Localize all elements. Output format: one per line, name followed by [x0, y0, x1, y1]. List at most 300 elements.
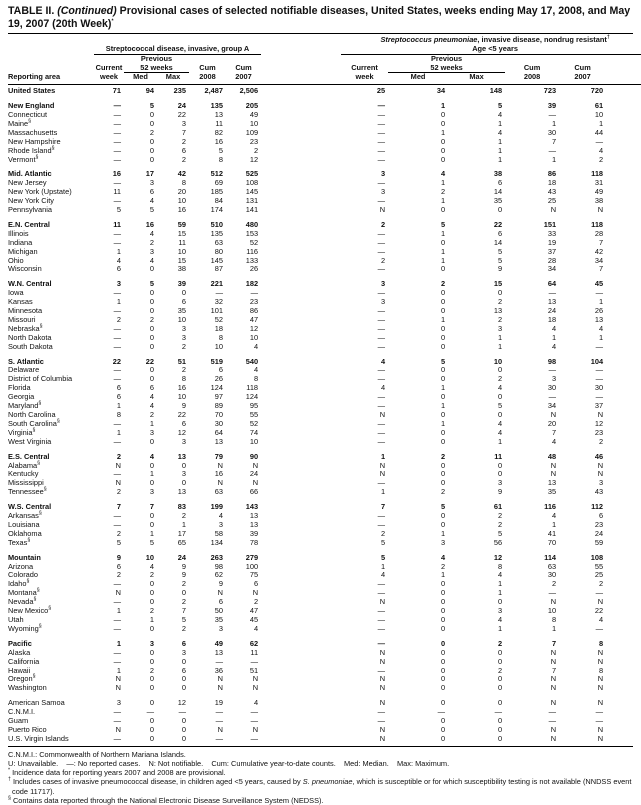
table-row [8, 667, 641, 676]
value-cell: 6 [181, 638, 186, 648]
value-cell: 24 [177, 552, 186, 562]
value-cell: 1 [497, 588, 503, 598]
value-cell: 61 [594, 101, 604, 111]
value-cell: 2 [181, 136, 186, 146]
right-filler [606, 325, 641, 334]
area-footnote-marker: § [39, 323, 43, 330]
med-header: Med [388, 73, 448, 85]
value-cell: 37 [547, 246, 557, 256]
value-cell: 3 [551, 374, 557, 384]
reporting-area-cell: North Carolina [8, 410, 56, 419]
value-cell: 87 [214, 264, 223, 274]
value-cell: 28 [594, 228, 604, 238]
footnote-italic-term: S. pneumoniae [302, 777, 353, 787]
value-cell: 89 [214, 401, 223, 411]
value-cell: 525 [245, 169, 259, 179]
value-cell: 2 [440, 561, 446, 571]
value-cell: 1 [497, 332, 503, 342]
value-cell: 62 [214, 570, 223, 580]
value-cell: 25 [376, 86, 386, 96]
value-cell: 7 [181, 606, 186, 616]
reporting-area-cell: Wisconsin [8, 264, 42, 274]
value-cell: 0 [440, 579, 446, 589]
table-row [8, 634, 641, 649]
value-cell: — [113, 154, 121, 164]
value-cell: 98 [547, 356, 557, 366]
right-filler [606, 274, 641, 289]
value-cell: 30 [214, 418, 223, 428]
right-filler [606, 164, 641, 179]
right-filler [606, 375, 641, 384]
right-filler [606, 521, 641, 530]
value-cell: 48 [547, 451, 557, 461]
value-cell: 0 [440, 109, 446, 119]
reporting-area-cell: Indiana [8, 237, 33, 247]
reporting-area-cell: Pennsylvania [8, 205, 52, 215]
table-row [8, 726, 641, 735]
reporting-area-cell: Nevada§ [8, 596, 37, 607]
value-cell: — [377, 136, 386, 146]
value-cell: 1 [149, 528, 154, 538]
value-cell: 0 [497, 724, 503, 734]
table-title [8, 5, 633, 30]
table-row [8, 334, 641, 343]
group2-subtitle: Age <5 years [472, 43, 519, 53]
table-row [8, 188, 641, 197]
area-footnote-marker: § [38, 510, 42, 517]
value-cell: 3 [380, 187, 386, 197]
value-cell: 5 [149, 537, 154, 547]
table-row [8, 393, 641, 402]
value-cell: 2 [598, 579, 604, 589]
group-gap [261, 54, 341, 73]
value-cell: 480 [245, 219, 259, 229]
value-cell: 723 [543, 86, 557, 96]
value-cell: 519 [210, 356, 223, 366]
value-cell: N [597, 410, 604, 419]
value-cell: 2,487 [204, 86, 223, 96]
value-cell: 2 [380, 255, 386, 265]
right-filler [606, 512, 641, 521]
value-cell: 7 [551, 638, 557, 648]
cum-2008-header: Cum [199, 63, 216, 73]
value-cell: 14 [493, 187, 503, 197]
value-cell: 13 [493, 306, 503, 316]
table-row [8, 675, 641, 684]
value-cell: 26 [249, 264, 259, 274]
column-gap [261, 634, 341, 649]
value-cell: 3 [181, 436, 186, 446]
value-cell: N [115, 460, 121, 470]
value-cell: 135 [210, 101, 223, 111]
reporting-area-cell: Oklahoma [8, 528, 42, 538]
column-gap [261, 512, 341, 521]
value-cell: 3 [149, 427, 154, 437]
value-cell: 3 [380, 169, 386, 179]
value-cell: 0 [440, 374, 446, 384]
value-cell: 45 [594, 279, 604, 289]
value-cell: 7 [181, 127, 186, 137]
value-cell: 9 [181, 561, 186, 571]
table-row [8, 479, 641, 488]
right-filler [606, 735, 641, 744]
value-cell: 131 [245, 196, 259, 206]
value-cell: 74 [249, 427, 259, 437]
reporting-area-cell: American Samoa [8, 698, 65, 708]
value-cell: 0 [440, 614, 446, 624]
value-cell: 1 [380, 561, 386, 571]
table-row [8, 521, 641, 530]
value-cell: 1 [440, 178, 446, 188]
value-cell: 104 [590, 356, 604, 366]
reporting-area-cell: Michigan [8, 246, 38, 256]
previous-label-line2: 52 weeks [140, 62, 173, 72]
column-gap [261, 693, 341, 708]
table-row [8, 717, 641, 726]
value-cell: 2 [181, 623, 186, 633]
value-cell: 9 [218, 579, 223, 589]
value-cell: — [377, 478, 386, 488]
value-cell: 1 [598, 332, 604, 342]
value-cell: 20 [547, 418, 557, 428]
value-cell: 35 [547, 487, 557, 497]
value-cell: 9 [497, 264, 503, 274]
right-filler [606, 684, 641, 693]
value-cell: — [377, 332, 386, 342]
column-gap [261, 462, 341, 471]
right-filler [606, 479, 641, 488]
right-filler [606, 488, 641, 497]
value-cell: — [377, 614, 386, 624]
reporting-area-cell: West Virginia [8, 436, 52, 446]
area-col-spacer [8, 54, 94, 73]
value-cell: — [377, 109, 386, 119]
value-cell: N [379, 733, 386, 743]
value-cell: 0 [149, 733, 154, 743]
value-cell: 1 [440, 246, 446, 256]
value-cell: 0 [181, 656, 186, 666]
value-cell: 4 [253, 623, 259, 633]
disease-table [8, 36, 641, 744]
value-cell: N [550, 683, 557, 693]
reporting-area-cell: Nebraska§ [8, 323, 43, 333]
right-filler [606, 447, 641, 462]
value-cell: 55 [594, 561, 604, 571]
value-cell: 0 [440, 716, 446, 726]
group1-header [94, 36, 261, 54]
column-gap [261, 726, 341, 735]
value-cell: 141 [245, 205, 259, 215]
reporting-area-cell: New England [8, 101, 55, 111]
value-cell: 18 [547, 314, 557, 324]
value-cell: 0 [440, 392, 446, 402]
value-cell: 0 [497, 469, 503, 479]
right-filler [606, 726, 641, 735]
value-cell: 145 [210, 255, 223, 265]
value-cell: 0 [497, 597, 503, 607]
value-cell: 8 [551, 614, 557, 624]
footnote-symbol: * [8, 767, 11, 774]
table-row [8, 375, 641, 384]
value-cell: 4 [598, 323, 604, 333]
value-cell: — [595, 716, 604, 726]
value-cell: 6 [116, 392, 121, 402]
value-cell: 133 [245, 255, 259, 265]
value-cell: 510 [210, 219, 223, 229]
value-cell: 0 [149, 264, 154, 274]
table-row [8, 693, 641, 708]
value-cell: 3 [149, 246, 154, 256]
value-cell: 70 [214, 410, 223, 419]
value-cell: 79 [214, 451, 223, 461]
value-cell: 0 [181, 733, 186, 743]
group2-title-italic: Streptococcus pneumoniae [380, 35, 478, 45]
column-gap [261, 352, 341, 367]
value-cell: 10 [249, 436, 259, 446]
right-filler [606, 120, 641, 129]
value-cell: 263 [210, 552, 223, 562]
value-cell: 0 [440, 597, 446, 607]
value-cell: 1 [380, 451, 386, 461]
reporting-area-cell: Arkansas§ [8, 510, 42, 521]
column-gap [261, 111, 341, 120]
value-cell: 0 [181, 724, 186, 734]
value-cell: 0 [497, 205, 503, 215]
reporting-area-cell: New Jersey [8, 178, 47, 188]
value-cell: N [115, 683, 121, 693]
column-gap [261, 289, 341, 298]
current-week-header: week [341, 73, 388, 85]
column-gap [261, 521, 341, 530]
value-cell: — [113, 716, 121, 726]
value-cell: 4 [218, 511, 223, 521]
value-cell: — [548, 588, 557, 598]
value-cell: 2 [440, 487, 446, 497]
column-gap [261, 325, 341, 334]
value-cell: 1 [551, 332, 557, 342]
value-cell: 25 [547, 196, 557, 206]
value-cell: N [379, 683, 386, 693]
value-cell: 90 [249, 451, 259, 461]
column-gap [261, 447, 341, 462]
value-cell: 6 [149, 383, 154, 393]
area-footnote-marker: § [38, 623, 42, 630]
value-cell: 12 [249, 323, 259, 333]
value-cell: 2 [497, 519, 503, 529]
value-cell: 47 [249, 606, 259, 616]
value-cell: — [113, 623, 121, 633]
value-cell: 98 [214, 561, 223, 571]
reporting-area-cell: Colorado [8, 570, 38, 580]
right-filler [606, 667, 641, 676]
value-cell: 10 [177, 392, 186, 402]
value-cell: 5 [380, 552, 386, 562]
table-row [8, 649, 641, 658]
value-cell: 7 [149, 502, 154, 512]
value-cell: N [597, 698, 604, 708]
column-gap [261, 598, 341, 607]
value-cell: — [113, 365, 121, 375]
table-row [8, 488, 641, 497]
value-cell: 153 [245, 228, 259, 238]
value-cell: N [550, 205, 557, 215]
value-cell: 0 [149, 519, 154, 529]
value-cell: 13 [214, 109, 223, 119]
value-cell: 7 [551, 427, 557, 437]
value-cell: — [377, 427, 386, 437]
reporting-area-cell: Rhode Island§ [8, 145, 55, 155]
value-cell: N [379, 724, 386, 734]
value-cell: 3 [497, 606, 503, 616]
value-cell: 5 [497, 401, 503, 411]
table-row [8, 616, 641, 625]
value-cell: 25 [594, 570, 604, 580]
right-filler [606, 197, 641, 206]
value-cell: 0 [149, 698, 154, 708]
value-cell: N [217, 588, 223, 598]
value-cell: 0 [497, 683, 503, 693]
value-cell: 2 [551, 579, 557, 589]
value-cell: 1 [149, 418, 154, 428]
value-cell: 0 [497, 698, 503, 708]
value-cell: 0 [440, 436, 446, 446]
value-cell: N [379, 647, 386, 657]
value-cell: 3 [149, 638, 154, 648]
value-cell: — [250, 707, 259, 717]
table-row [8, 197, 641, 206]
value-cell: — [113, 306, 121, 316]
value-cell: 1 [497, 118, 503, 128]
value-cell: 4 [380, 356, 386, 366]
right-filler [606, 717, 641, 726]
value-cell: — [595, 136, 604, 146]
value-cell: 1 [440, 228, 446, 238]
value-cell: 15 [177, 228, 186, 238]
table-row [8, 215, 641, 230]
value-cell: 2 [149, 570, 154, 580]
value-cell: 38 [177, 264, 186, 274]
value-cell: 116 [246, 246, 259, 256]
value-cell: 0 [440, 656, 446, 666]
value-cell: 47 [249, 314, 259, 324]
value-cell: — [548, 392, 557, 402]
column-gap [261, 658, 341, 667]
reporting-area-cell: New Hampshire [8, 136, 61, 146]
group1-title-text: Streptococcal disease, invasive, group A [105, 43, 250, 53]
column-gap [261, 563, 341, 572]
value-cell: 11 [494, 451, 503, 461]
reporting-area-cell: Pacific [8, 638, 32, 648]
value-cell: 10 [493, 356, 503, 366]
value-cell: 3 [380, 279, 386, 289]
value-cell: 0 [497, 733, 503, 743]
column-gap [261, 179, 341, 188]
value-cell: 1 [551, 118, 557, 128]
value-cell: — [113, 136, 121, 146]
reporting-area-cell: Virginia§ [8, 427, 36, 437]
value-cell: 3 [218, 623, 223, 633]
right-filler [606, 334, 641, 343]
value-cell: 1 [598, 297, 604, 307]
value-cell: 0 [440, 623, 446, 633]
value-cell: 2 [440, 451, 446, 461]
value-cell: 2 [181, 365, 186, 375]
reporting-area-cell: Illinois [8, 228, 29, 238]
right-filler [606, 429, 641, 438]
value-cell: 24 [547, 306, 557, 316]
reporting-area-cell: Delaware [8, 365, 40, 375]
value-cell: N [217, 674, 223, 684]
value-cell: N [115, 674, 121, 684]
value-cell: 0 [497, 674, 503, 684]
value-cell: — [377, 365, 386, 375]
value-cell: 6 [181, 665, 186, 675]
value-cell: 78 [249, 537, 259, 547]
table-row [8, 563, 641, 572]
value-cell: 50 [214, 606, 223, 616]
value-cell: 1 [380, 487, 386, 497]
value-cell: — [595, 365, 604, 375]
value-cell: N [550, 674, 557, 684]
subheader-row [8, 54, 641, 73]
value-cell: 0 [440, 674, 446, 684]
value-cell: — [113, 178, 121, 188]
column-gap [261, 530, 341, 539]
right-filler [606, 420, 641, 429]
value-cell: 32 [214, 297, 223, 307]
value-cell: 2 [440, 279, 446, 289]
value-cell: 45 [249, 614, 259, 624]
value-cell: 13 [547, 478, 557, 488]
right-filler [606, 73, 641, 85]
value-cell: 1 [497, 579, 503, 589]
value-cell: 1 [181, 519, 186, 529]
title-text: Provisional cases of selected notifiable diseases, United States, weeks ending May 17, 2008, and May 19, 2007 (20th Week) [8, 5, 631, 30]
value-cell: 8 [598, 638, 604, 648]
value-cell: 2 [116, 487, 121, 497]
value-cell: 4 [598, 614, 604, 624]
value-cell: 118 [591, 169, 604, 179]
value-cell: 2 [181, 579, 186, 589]
value-cell: 0 [440, 460, 446, 470]
value-cell: — [215, 707, 223, 717]
column-gap [261, 571, 341, 580]
column-gap [261, 548, 341, 563]
value-cell: 0 [149, 109, 154, 119]
footnote-line: § Contains data reported through the National Electronic Disease Surveillance System (NEDSS). [8, 795, 324, 805]
value-cell: — [113, 707, 121, 717]
value-cell: 6 [497, 178, 503, 188]
value-cell: 3 [181, 323, 186, 333]
value-cell: 6 [116, 264, 121, 274]
value-cell: 0 [497, 460, 503, 470]
reporting-area-cell: C.N.M.I. [8, 707, 36, 717]
value-cell: 30 [547, 383, 557, 393]
table-row [8, 684, 641, 693]
value-cell: 19 [547, 237, 557, 247]
value-cell: 199 [210, 502, 223, 512]
footnote-line: * Incidence data for reporting years 2007 and 2008 are provisional. [8, 767, 226, 778]
value-cell: 4 [440, 169, 446, 179]
column-gap [261, 129, 341, 138]
value-cell: 8 [598, 665, 604, 675]
value-cell: 5 [440, 356, 446, 366]
value-cell: — [113, 237, 121, 247]
table-row [8, 420, 641, 429]
value-cell: 1 [598, 118, 604, 128]
value-cell: N [379, 469, 386, 479]
value-cell: 0 [149, 579, 154, 589]
